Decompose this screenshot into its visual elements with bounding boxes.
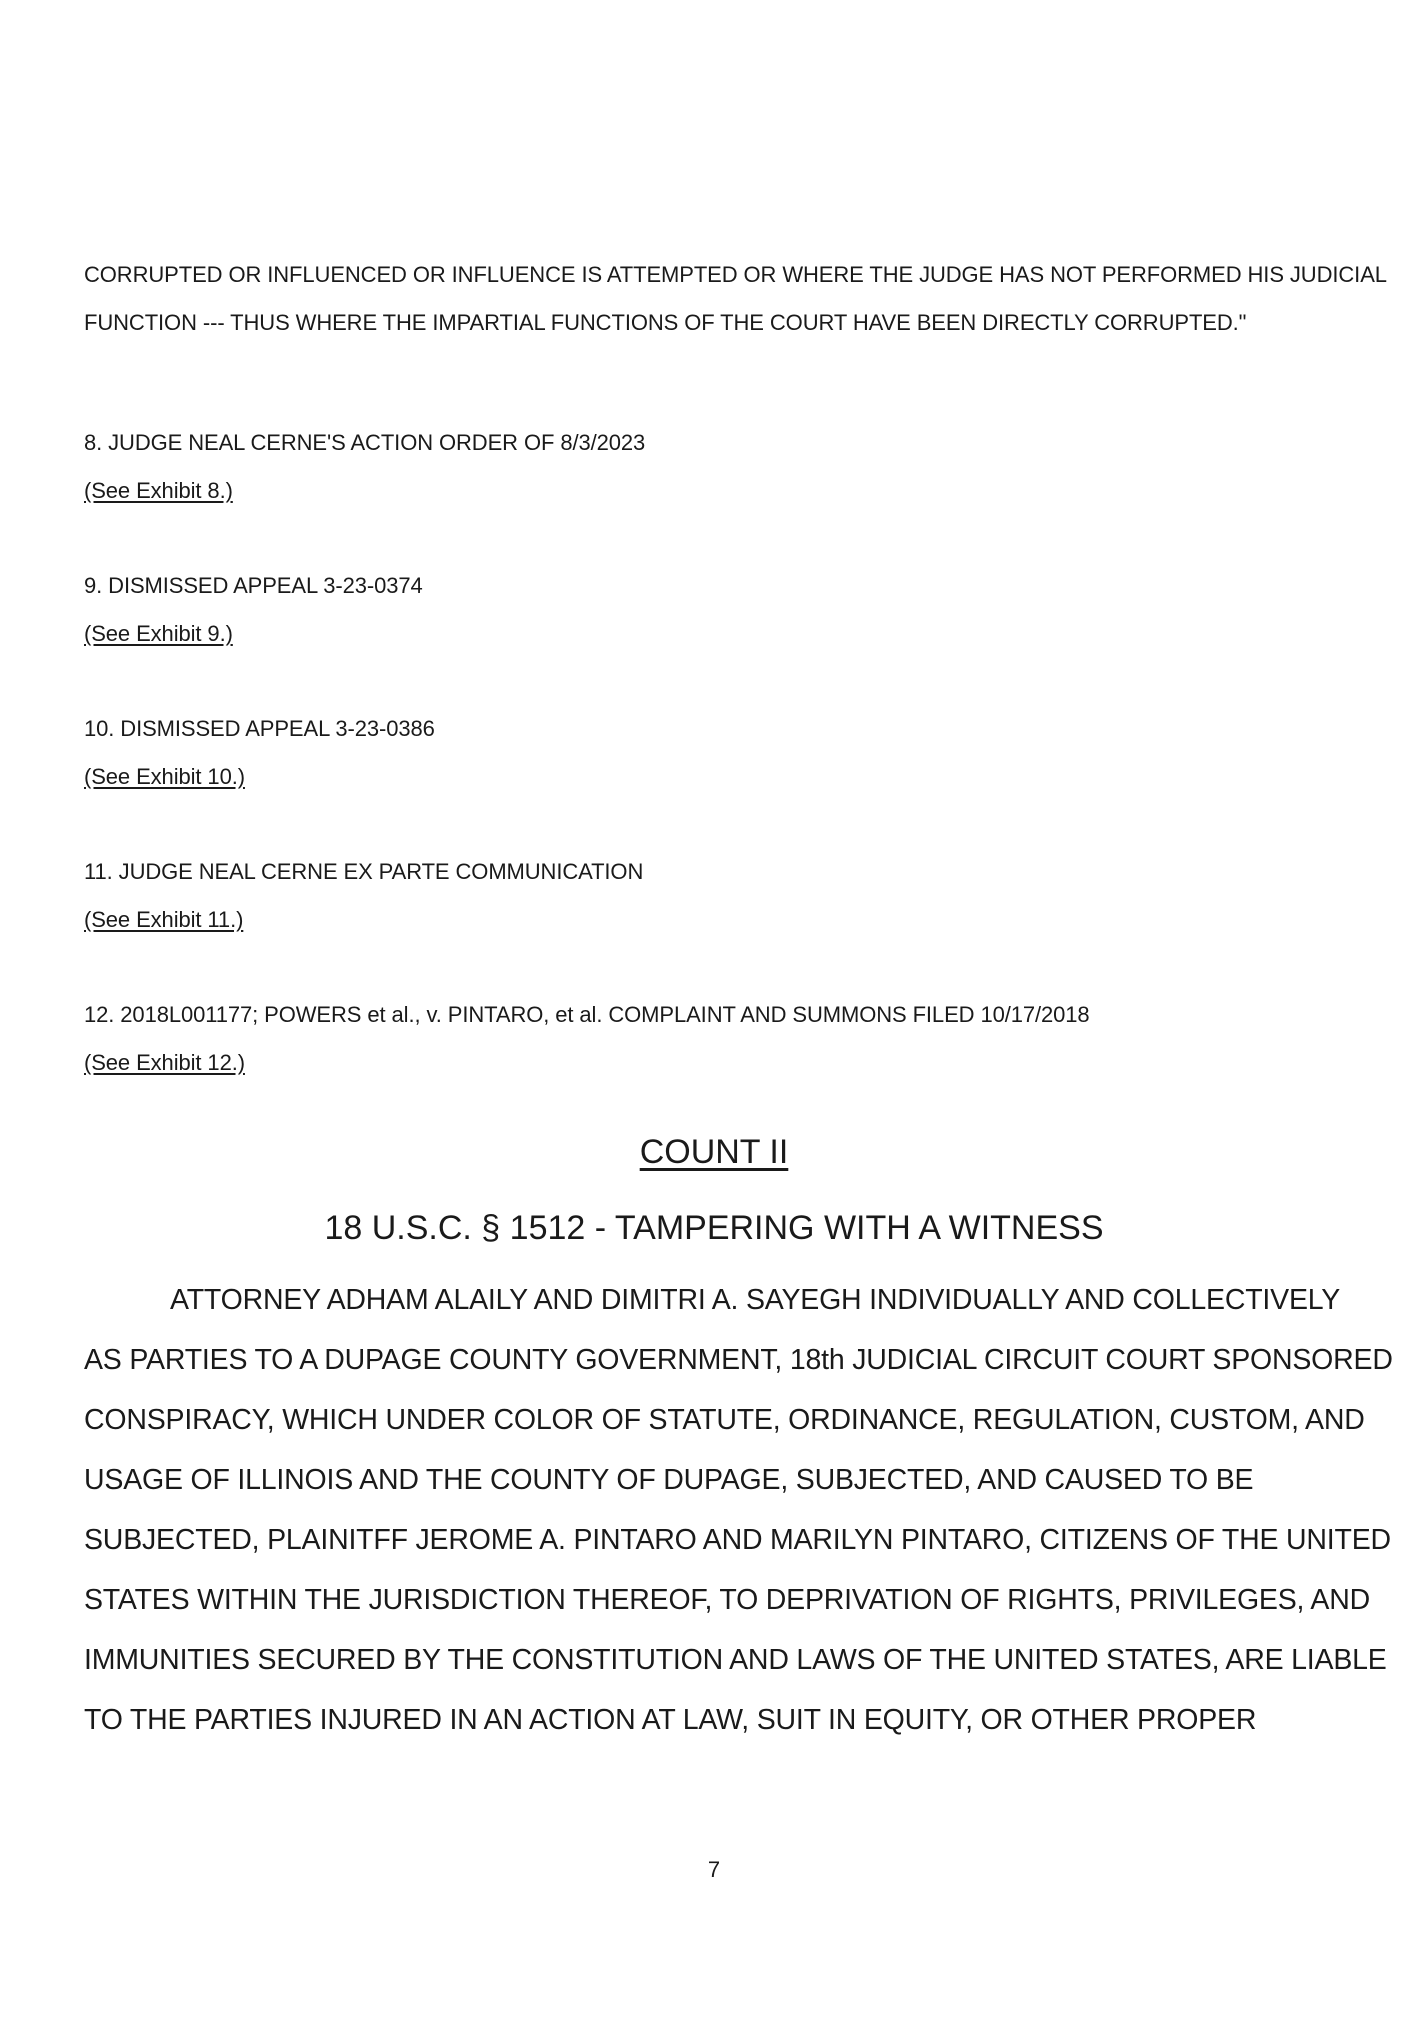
count-body-line-7: IMMUNITIES SECURED BY THE CONSTITUTION AND LAWS OF THE UNITED STATES, ARE LIABLE xyxy=(84,1644,1387,1676)
count-body-line-1: ATTORNEY ADHAM ALAILY AND DIMITRI A. SAYEGH INDIVIDUALLY AND COLLECTIVELY xyxy=(170,1284,1341,1316)
quote-line-2: FUNCTION --- THUS WHERE THE IMPARTIAL FUNCTIONS OF THE COURT HAVE BEEN DIRECTLY CORRUPTED." xyxy=(84,310,1247,335)
exhibit-item-12-ref[interactable]: (See Exhibit 12.) xyxy=(84,1050,245,1075)
count-body-line-4: USAGE OF ILLINOIS AND THE COUNTY OF DUPAGE, SUBJECTED, AND CAUSED TO BE xyxy=(84,1464,1254,1496)
count-heading xyxy=(0,1130,1428,1174)
exhibit-item-11-ref[interactable]: (See Exhibit 11.) xyxy=(84,907,244,932)
exhibit-item-8-title: 8. JUDGE NEAL CERNE'S ACTION ORDER OF 8/3/2023 xyxy=(84,430,646,455)
count-title: COUNT II xyxy=(639,1133,789,1171)
exhibit-item-9-title: 9. DISMISSED APPEAL 3-23-0374 xyxy=(84,573,423,598)
exhibit-item-9-ref[interactable]: (See Exhibit 9.) xyxy=(84,621,233,646)
quote-line-1: CORRUPTED OR INFLUENCED OR INFLUENCE IS ATTEMPTED OR WHERE THE JUDGE HAS NOT PERFORMED HIS JUDICIAL xyxy=(84,262,1387,287)
count-body-line-5: SUBJECTED, PLAINITFF JEROME A. PINTARO AND MARILYN PINTARO, CITIZENS OF THE UNITED xyxy=(84,1524,1391,1556)
count-body-line-8: TO THE PARTIES INJURED IN AN ACTION AT LAW, SUIT IN EQUITY, OR OTHER PROPER xyxy=(84,1704,1257,1736)
count-subtitle: 18 U.S.C. § 1512 - TAMPERING WITH A WITNESS xyxy=(324,1209,1104,1247)
page-number: 7 xyxy=(707,1857,721,1882)
exhibit-item-8-ref[interactable]: (See Exhibit 8.) xyxy=(84,478,233,503)
exhibit-item-12-title: 12. 2018L001177; POWERS et al., v. PINTARO, et al. COMPLAINT AND SUMMONS FILED 10/17/2018 xyxy=(84,1002,1090,1027)
count-body-line-2: AS PARTIES TO A DUPAGE COUNTY GOVERNMENT, 18th JUDICIAL CIRCUIT COURT SPONSORED xyxy=(84,1344,1393,1376)
count-body-line-6: STATES WITHIN THE JURISDICTION THEREOF, TO DEPRIVATION OF RIGHTS, PRIVILEGES, AND xyxy=(84,1584,1370,1616)
exhibit-item-10-title: 10. DISMISSED APPEAL 3-23-0386 xyxy=(84,716,435,741)
count-body-line-3: CONSPIRACY, WHICH UNDER COLOR OF STATUTE, ORDINANCE, REGULATION, CUSTOM, AND xyxy=(84,1404,1365,1436)
exhibit-item-11-title: 11. JUDGE NEAL CERNE EX PARTE COMMUNICATION xyxy=(84,859,644,884)
exhibit-item-10-ref[interactable]: (See Exhibit 10.) xyxy=(84,764,245,789)
